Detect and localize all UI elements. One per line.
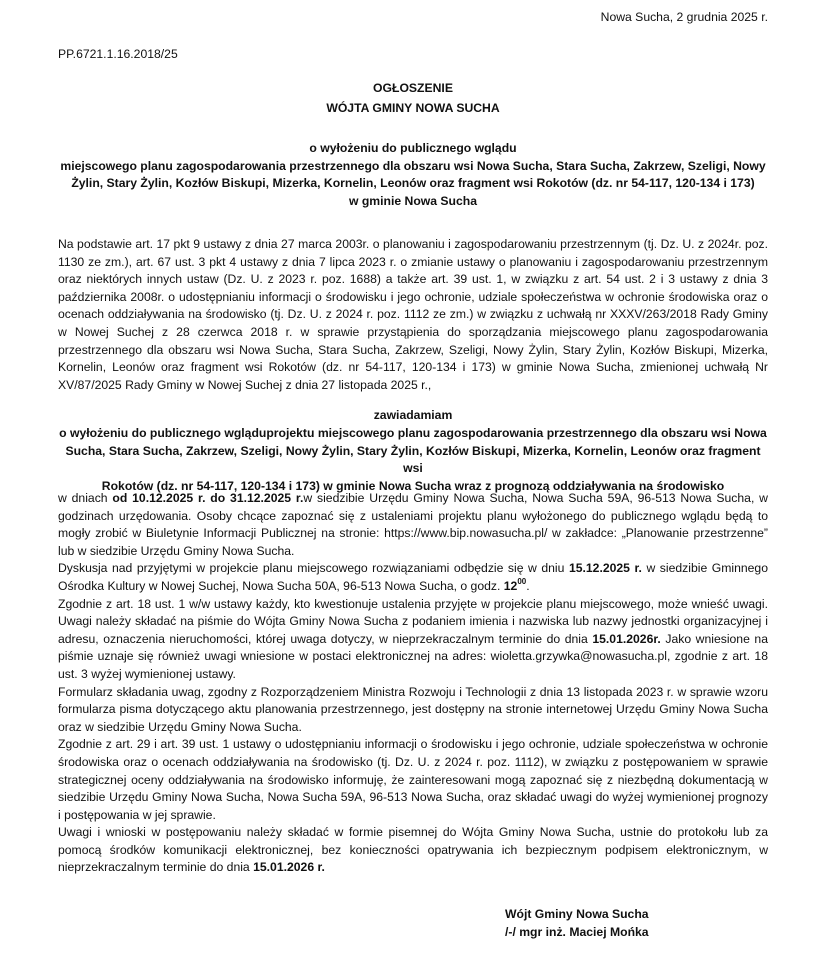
discussion-minutes: 00 [517,576,527,586]
subject-line-2: miejscowego planu zagospodarowania przestrzennego dla obszaru wsi Nowa Sucha, Stara Sucha, Zakrzew, Szeligi, Nowy [60,158,766,173]
form-paragraph: Formularz składania uwag, zgodny z Rozporządzeniem Ministra Rozwoju i Technologii z dnia 13 listopada 2023 r. w sprawie wzoru formularza pisma dotyczącego aktu planowania przestrzennego, jest dostępny na stronie internetowej Urzędu Gminy Nowa Sucha oraz w siedzibie Urzędu Gminy Nowa Sucha. [58,684,768,734]
exhibition-dates: od 10.12.2025 r. do 31.12.2025 r. [112,491,304,505]
exhibition-paragraph [58,490,768,560]
submission-text: Uwagi i wnioski w postępowaniu należy składać w formie pisemnej do Wójta Gminy Nowa Sucha, ustnie do protokołu lub za pomocą środków komunikacji elektronicznej, bez konieczności opatrywania ich bezpiecznym podpisem elektronicznym, w nieprzekraczalnym terminie do dnia [58,825,768,875]
submission-paragraph [58,824,768,877]
remarks-text: Zgodnie z art. 18 ust. 1 w/w ustawy każdy, kto kwestionuje ustalenia przyjęte w projekcie planu miejscowego, może wnieść uwagi. Uwagi należy składać na piśmie do Wójta Gminy Nowa Sucha z podaniem imienia i nazwiska lub nazwy jednostki organizacyjnej i adresu, oznaczenia nieruchomości, której uwaga dotyczy, w nieprzekraczalnym terminie do dnia [58,596,768,646]
discussion-date: 15.12.2025 r. [568,561,642,576]
signature-title: Wójt Gminy Nowa Sucha [505,907,649,921]
environment-paragraph: Zgodnie z art. 29 i art. 39 ust. 1 ustawy o udostępnianiu informacji o środowisku i jego ochronie, udziale społeczeństwa w ochronie środowiska oraz o ocenach oddziaływania na środowisko (tj. Dz. U. z 2024 r. poz. 1112), w związku z postępowaniem w sprawie strategicznej oceny oddziaływania na środowisko informuję, że zainteresowani mogą zapoznać się z niezbędną dokumentacją w siedzibie Urzędu Gminy Nowa Sucha, Nowa Sucha 59A, 96-513 Nowa Sucha, oraz składać uwagi do wyżej wymienionej prognozy i postępowania w jej sprawie. [58,737,768,822]
document-date: Nowa Sucha, 2 grudnia 2025 r. [600,10,768,24]
discussion-hour: 12 [503,578,518,593]
exhibition-intro: w dniach [58,491,113,505]
reference-number: PP.6721.1.16.2018/25 [58,47,178,61]
subject-line-1: o wyłożeniu do publicznego wglądu [309,141,517,155]
submission-deadline: 15.01.2026 r. [253,860,325,875]
notice-heading: zawiadamiam [373,408,453,422]
notice-subject [58,425,768,495]
legal-basis-paragraph: Na podstawie art. 17 pkt 9 ustawy z dnia 27 marca 2003r. o planowaniu i zagospodarowaniu przestrzennym (tj. Dz. U. z 2024r. poz. 1130 ze zm.), art. 67 ust. 3 pkt 4 ustawy z dnia 7 lipca 2023 r. o zmianie ustawy o planowaniu i zagospodarowaniu przestrzennym oraz niektórych innych ustaw (Dz. U. z 2023 r. poz. 1688) a także art. 39 ust. 1, w związku z art. 54 ust. 2 i 3 ustawy z dnia 3 października 2008r. o udostępnianiu informacji o środowisku i jego ochronie, udziale społeczeństwa w ochronie środowiska oraz o ocenach oddziaływania na środowisko (tj. Dz. U. z 2024 r. poz. 1112 ze zm.) w związku z uchwałą nr XXXV/263/2018 Rady Gminy w Nowej Suchej z 28 czerwca 2018 r. w sprawie przystąpienia do sporządzania miejscowego planu zagospodarowania przestrzennego dla obszaru wsi Nowa Sucha, Stara Sucha, Zakrzew, Szeligi, Nowy Żylin, Stary Żylin, Kozłów Biskupi, Mizerka, Kornelin, Leonów oraz fragment wsi Rokotów (dz. nr 54-117, 120-134 i 173) w gminie Nowa Sucha, zmienionej uchwałą Nr XV/87/2025 Rady Gminy w Nowej Suchej z dnia 27 listopada 2025 r., [58,237,768,392]
remarks-deadline: 15.01.2026r. [592,631,661,646]
signature-name: /-/ mgr inż. Maciej Mońka [505,925,649,939]
exhibition-details: w siedzibie Urzędu Gminy Nowa Sucha, Nowa Sucha 59A, 96-513 Nowa Sucha, w godzinach urzędowania. Osoby chcące zapoznać się z ustaleniami projektu planu wyłożonego do publicznego wglądu będą to mogły zrobić w Biuletynie Informacji Publicznej na stronie: https://www.bip.nowasucha.pl/ w zakładce: „Planowanie przestrzenne” lub w siedzibie Urzędu Gminy Nowa Sucha. [58,491,768,558]
notice-subject-line-2: Sucha, Stara Sucha, Zakrzew, Szeligi, Nowy Żylin, Stary Żylin, Kozłów Biskupi, Mizerka, Kornelin, Leonów oraz fragment wsi [65,443,761,476]
subject-line-3: Żylin, Stary Żylin, Kozłów Biskupi, Mizerka, Kornelin, Leonów oraz fragment wsi Rokotów (dz. nr 54-117, 120-134 i 173) [71,176,755,191]
remarks-paragraph [58,596,768,684]
discussion-place: w siedzibie Gminnego Ośrodka Kultury w Nowej Suchej, Nowa Sucha 50A, 96-513 Nowa Sucha, o godz. [58,561,768,593]
discussion-paragraph [58,560,768,595]
discussion-end: . [526,578,530,593]
remarks-electronic: Jako wniesione na piśmie uznaje się również uwagi wniesione w postaci elektronicznej na adres: wioletta.grzywka@nowasucha.pl, zgodnie z art. 18 ust. 3 wyżej wymienionej ustawy. [58,631,768,681]
document-title: OGŁOSZENIE [373,81,453,95]
notice-body [58,490,768,877]
signature-block [505,905,649,941]
document-issuer: WÓJTA GMINY NOWA SUCHA [326,101,500,115]
notice-subject-line-3: Rokotów (dz. nr 54-117, 120-134 i 173) w gminie Nowa Sucha wraz z prognozą oddziaływania na środowisko [101,478,725,493]
discussion-intro: Dyskusja nad przyjętymi w projekcie planu miejscowego rozwiązaniami odbędzie się w dniu [58,561,569,576]
subject-block [58,140,768,210]
discussion-time [503,576,527,593]
notice-subject-line-1: o wyłożeniu do publicznego wgląduprojektu miejscowego planu zagospodarowania przestrzennego dla obszaru wsi Nowa [59,426,767,440]
subject-line-4: w gminie Nowa Sucha [349,193,477,208]
